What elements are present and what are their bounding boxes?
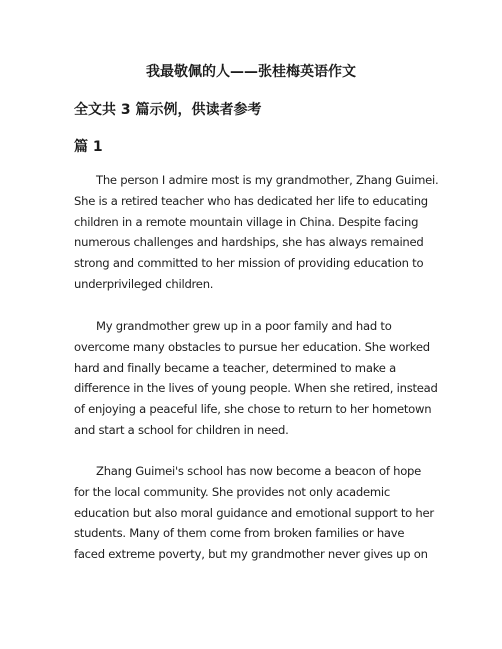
paragraph-line: of enjoying a peaceful life, she chose to return to her hometown <box>74 402 432 417</box>
paragraph-line: Zhang Guimei's school has now become a beacon of hope <box>96 464 422 478</box>
paragraph-line: difference in the lives of young people. When she retired, instead <box>74 381 438 396</box>
paragraph-2 <box>74 316 442 441</box>
section-heading: 篇 1 <box>74 139 103 155</box>
paragraph-3 <box>74 461 442 565</box>
paragraph-line: My grandmother grew up in a poor family and had to <box>96 319 392 333</box>
paragraph-line: overcome many obstacles to pursue her education. She worked <box>74 339 430 354</box>
paragraph-line: underprivileged children. <box>74 276 214 291</box>
paragraph-line: education but also moral guidance and emotional support to her <box>74 505 434 520</box>
paragraph-line: faced extreme poverty, but my grandmother never gives up on <box>74 547 428 562</box>
paragraph-line: children in a remote mountain village in China. Despite facing <box>74 214 419 229</box>
paragraph-1 <box>74 170 442 295</box>
paragraph-line: numerous challenges and hardships, she has always remained <box>74 235 424 250</box>
paragraph-line: She is a retired teacher who has dedicated her life to educating <box>74 193 428 208</box>
paragraph-line: The person I admire most is my grandmother, Zhang Guimei. <box>96 173 439 187</box>
paragraph-line: strong and committed to her mission of providing education to <box>74 256 424 271</box>
paragraph-line: students. Many of them come from broken families or have <box>74 526 405 541</box>
document-title: 我最敬佩的人——张桂梅英语作文 <box>146 64 356 80</box>
document-subtitle: 全文共 3 篇示例，供读者参考 <box>74 102 262 118</box>
paragraph-line: hard and finally became a teacher, determined to make a <box>74 360 396 375</box>
paragraph-line: for the local community. She provides not only academic <box>74 484 391 499</box>
paragraph-line: and start a school for children in need. <box>74 422 289 437</box>
